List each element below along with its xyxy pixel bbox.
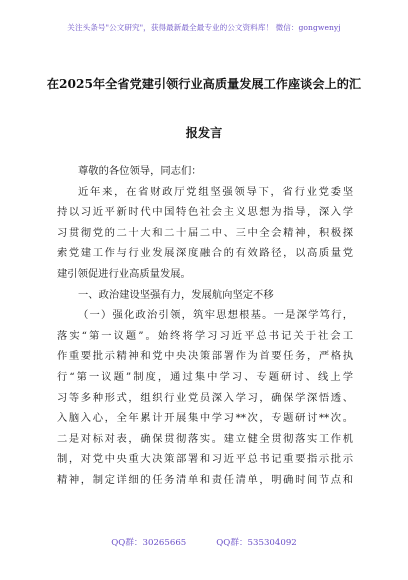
paragraph-line: 行“第一议题”制度，通过集中学习、专题研讨、线上学 [57,370,353,383]
document-title-line-2: 报发言 [185,126,223,140]
section-heading: 一、政治建设坚强有力，发展航向坚定不移 [78,288,274,301]
paragraph-line: 入脑入心，全年累计开展集中学习**次，专题研讨**次。 [57,412,353,425]
paragraph-line: 二是对标对表，确保贯彻落实。建立健全贯彻落实工作机 [57,432,353,445]
paragraph-line: 习等多种形式，组织行业党员深入学习，确保学深悟透、 [57,391,353,404]
footer-qq-group-1: QQ群：30265665 [111,538,187,548]
paragraph-line: 制，对党中央重大决策部署和习近平总书记重要指示批示 [57,453,353,466]
paragraph-line: 建引领促进行业高质量发展。 [57,267,191,280]
header-promo-note: 关注头条号"公文研究"，获得最新最全最专业的公文资料库！ 微信：gongwenyj [67,23,341,32]
document-body [57,161,353,491]
paragraph-line: 习贯彻党的二十大和二十届二中、三中全会精神，积极探 [57,226,353,239]
paragraph-line: 持以习近平新时代中国特色社会主义思想为指导，深入学 [57,206,353,219]
paragraph-line: （一）强化政治引领，筑牢思想根基。一是深学笃行， [78,309,353,322]
document-title-line-1: 在2025年全省党建引领行业高质量发展工作座谈会上的汇 [46,77,362,91]
paragraph-line: 精神，制定详细的任务清单和责任清单，明确时间节点和 [57,473,353,486]
paragraph-line: 索党建工作与行业发展深度融合的有效路径，以高质量党 [57,247,353,260]
paragraph-line: 近年来，在省财政厅党组坚强领导下，省行业党委坚 [78,185,353,198]
footer-qq-group-2: QQ群：535304092 [216,538,297,548]
footer-contact [0,536,408,548]
salutation: 尊敬的各位领导，同志们： [78,165,202,177]
paragraph-line: 作重要批示精神和党中央决策部署作为首要任务，严格执 [57,350,353,363]
paragraph-line: 落实“第一议题”。始终将学习习近平总书记关于社会工 [57,329,353,342]
